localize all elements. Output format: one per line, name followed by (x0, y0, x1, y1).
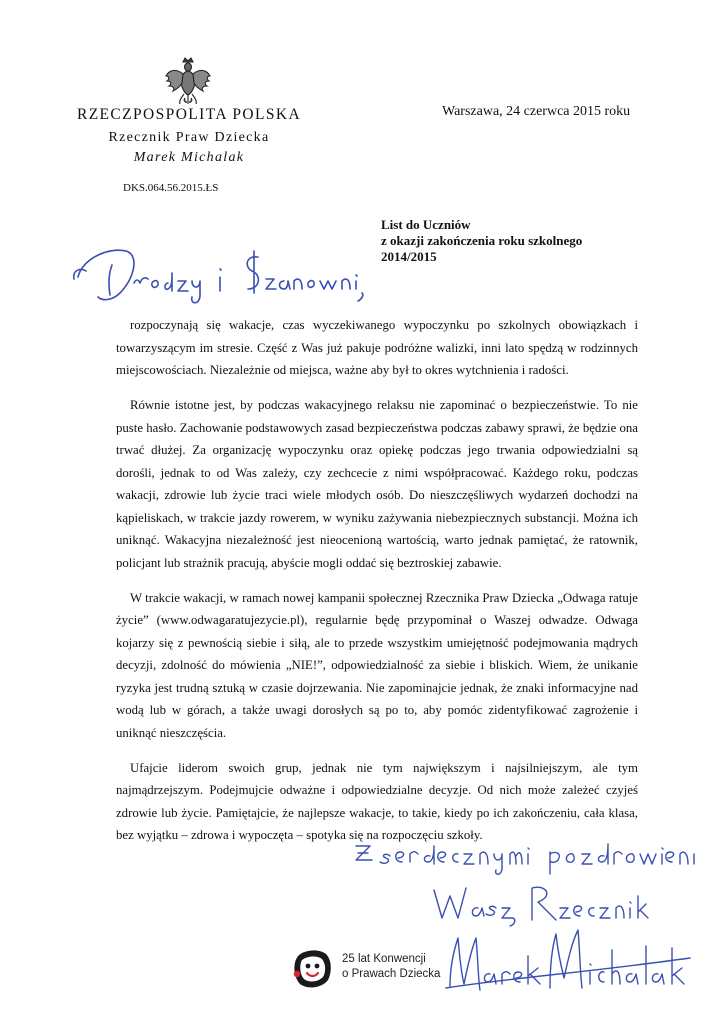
footer-logo-text (342, 952, 440, 982)
letterhead-org-name: RZECZPOSPOLITA POLSKA (76, 106, 302, 123)
date-line: Warszawa, 24 czerwca 2015 roku (442, 104, 631, 119)
footer-logo-line-1: 25 lat Konwencji (342, 953, 426, 965)
subject-line-1: List do Uczniów (381, 217, 471, 232)
reference-number: DKS.064.56.2015.ŁS (123, 182, 219, 194)
body-paragraph-1: rozpoczynają się wakacje, czas wyczekiwanego wypoczynku po szkolnych obowiązkach i towarzyszącym im stresie. Część z Was już pakuje podróżne walizki, inni lato spędzą w rodzinnych miejscowościach. Niezależnie od miejsca, ważne aby był to okres wytchnienia i radości. (116, 318, 638, 377)
convention-anniversary-logo-icon (288, 944, 336, 992)
body-paragraph-2: Równie istotne jest, by podczas wakacyjnego relaksu nie zapominać o bezpieczeństwie. To nie puste hasło. Zachowanie podstawowych zasad bezpieczeństwa podczas zabawy sprawi, że będzie ona trwać dłużej. Za organizację wypoczynku oraz opiekę podczas jego trwania odpowiedzialni są dorośli, jednak to od Was zależy, czy zechcecie z nimi współpracować. Każdego roku, podczas wakacji, zdrowie lub życie traci wiele młodych osób. Do nieszczęśliwych wydarzeń dochodzi na kąpieliskach, w trakcie jazdy rowerem, w wyniku zażywania niebezpiecznych substancji. Można ich uniknąć. Wakacyjna niezależność jest nieocenioną wartością, warto jednak pamiętać, że ratownik, policjant lub strażnik pracują, abyście mogli oddać się beztroskiej zabawie. (116, 398, 638, 570)
subject-line-3: 2014/2015 (381, 249, 437, 264)
subject-block (381, 217, 582, 265)
letterhead-title: Rzecznik Praw Dziecka (108, 130, 270, 145)
subject-line-2: z okazji zakończenia roku szkolnego (381, 233, 583, 248)
footer-logo-line-2: o Prawach Dziecka (342, 968, 441, 980)
footer-logo (288, 944, 448, 992)
letterhead-person: Marek Michalak (133, 150, 245, 165)
polish-eagle-emblem-icon (163, 54, 213, 106)
body-paragraph-4: Ufajcie liderom swoich grup, jednak nie tym największym i najsilniejszym, ale tym najmądrzejszym. Podejmujcie odważne i odpowiedzialne decyzje. Od nich może zależeć czyjeś zdrowie lub życie. Pamiętajcie, że najlepsze wakacje, to takie, kiedy po ich zakończeniu, cała klasa, bez wyjątku – zdrowa i wypoczęta – spotyka się na rozpoczęciu szkoły. (116, 760, 638, 842)
handwritten-salutation (68, 237, 368, 317)
body-paragraph-3: W trakcie wakacji, w ramach nowej kampanii społecznej Rzecznika Praw Dziecka „Odwaga ratuje życie” (www.odwagaratujezycie.pl), regularnie będę przypominał o Waszej odwadze. Odwaga kojarzy się z pewnością siebie i siłą, ale to przede wszystkim umiejętność podejmowania mądrych decyzji, zdolność do mówienia „NIE!”, odpowiedzialność za siebie i bliskich. Wiem, że unikanie ryzyka jest trudną sztuką w czasie dojrzewania. Nie zapominajcie jednak, że znaki informacyjne nad wodą lub w górach, a także uwagi dorosłych są po to, aby pomóc zidentyfikować zagrożenie i uniknąć nieszczęścia. (116, 590, 638, 740)
letter-body (116, 314, 638, 859)
